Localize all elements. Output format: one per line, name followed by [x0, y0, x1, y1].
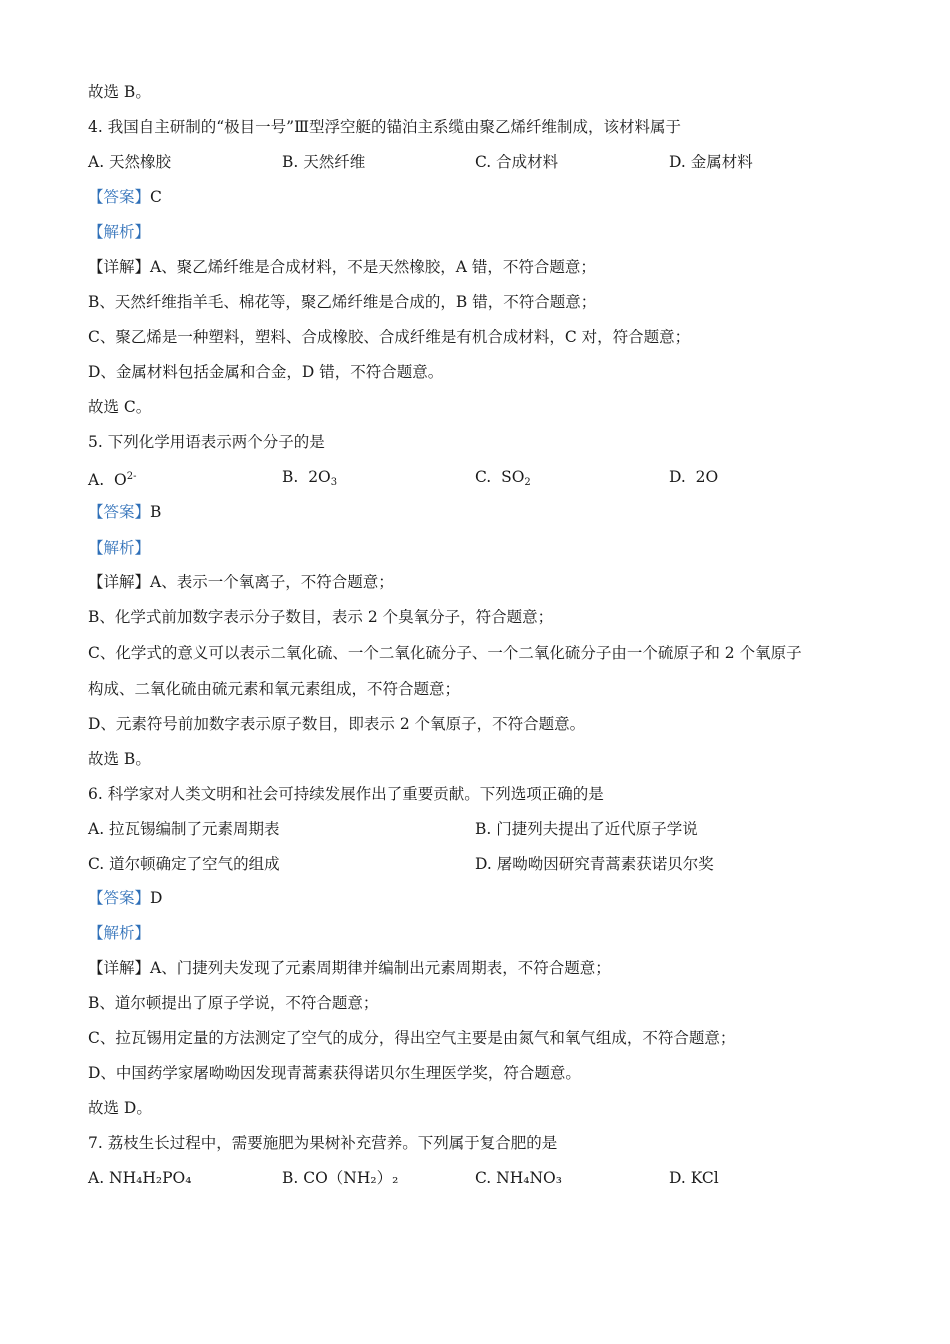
q5-stem: 5. 下列化学用语表示两个分子的是 — [88, 433, 325, 451]
q5-option-d — [669, 467, 718, 487]
q4-analysis-tag: 【解析】 — [88, 223, 151, 241]
q5-answer — [88, 502, 161, 522]
option-label: A. — [88, 471, 105, 489]
q6-stem: 6. 科学家对人类文明和社会可持续发展作出了重要贡献。下列选项正确的是 — [88, 785, 604, 803]
q6-analysis-tag: 【解析】 — [88, 924, 151, 942]
q6-detail-3: C、拉瓦锡用定量的方法测定了空气的成分，得出空气主要是由氮气和氧气组成，不符合题意； — [88, 1029, 736, 1047]
q5-detail-3: C、化学式的意义可以表示二氧化硫、一个二氧化硫分子、一个二氧化硫分子由一个硫原子和 2 个氧原子 — [88, 644, 802, 662]
q5-detail-1 — [88, 572, 394, 592]
formula: O — [113, 471, 127, 489]
q6-conclusion: 故选 D。 — [88, 1099, 152, 1117]
q4-detail-2: B、天然纤维指羊毛、棉花等，聚乙烯纤维是合成的，B 错，不符合题意； — [88, 293, 597, 311]
q5-option-b — [282, 467, 337, 493]
q6-answer — [88, 888, 162, 908]
q4-option-d: D. 金属材料 — [669, 153, 753, 171]
subscript: 2 — [524, 477, 531, 488]
answer-tag: 【答案】 — [88, 503, 151, 521]
q3-conclusion: 故选 B。 — [88, 83, 151, 101]
q6-option-a: A. 拉瓦锡编制了元素周期表 — [88, 820, 280, 838]
q6-detail-2: B、道尔顿提出了原子学说，不符合题意； — [88, 994, 379, 1012]
answer-tag: 【答案】 — [88, 188, 151, 206]
formula: SO — [501, 468, 525, 486]
q5-option-c — [475, 467, 531, 493]
q5-detail-2: B、化学式前加数字表示分子数目，表示 2 个臭氧分子，符合题意； — [88, 608, 554, 626]
q4-detail-3: C、聚乙烯是一种塑料，塑料、合成橡胶、合成纤维是有机合成材料，C 对，符合题意； — [88, 328, 691, 346]
detail-tag: 【详解】 — [88, 258, 151, 276]
option-label: C. — [475, 468, 492, 486]
q6-detail-4: D、中国药学家屠呦呦因发现青蒿素获得诺贝尔生理医学奖，符合题意。 — [88, 1064, 581, 1082]
q6-detail-1 — [88, 958, 611, 978]
q5-option-a — [88, 467, 136, 490]
answer-value: C — [150, 188, 162, 206]
answer-value: B — [150, 503, 162, 521]
q4-conclusion: 故选 C。 — [88, 398, 152, 416]
q6-option-c: C. 道尔顿确定了空气的组成 — [88, 855, 280, 873]
answer-tag: 【答案】 — [88, 889, 151, 907]
subscript: 3 — [330, 477, 338, 488]
q7-option-c: C. NH₄NO₃ — [475, 1169, 562, 1187]
detail-text: A、表示一个氧离子，不符合题意； — [150, 573, 394, 591]
q5-conclusion: 故选 B。 — [88, 750, 151, 768]
formula: 2O — [695, 468, 719, 486]
q4-stem: 4. 我国自主研制的“极目一号”Ⅲ型浮空艇的锚泊主系缆由聚乙烯纤维制成，该材料属于 — [88, 118, 682, 136]
q4-option-c: C. 合成材料 — [475, 153, 559, 171]
q7-option-d: D. KCl — [669, 1169, 719, 1187]
option-label: D. — [669, 468, 686, 486]
detail-tag: 【详解】 — [88, 959, 151, 977]
q4-option-a: A. 天然橡胶 — [88, 153, 172, 171]
q4-detail-4: D、金属材料包括金属和合金，D 错，不符合题意。 — [88, 363, 444, 381]
formula: 2O — [308, 468, 331, 486]
option-label: B. — [282, 468, 299, 486]
detail-tag: 【详解】 — [88, 573, 151, 591]
q4-answer — [88, 187, 162, 207]
superscript: 2- — [126, 471, 137, 482]
detail-text: A、门捷列夫发现了元素周期律并编制出元素周期表，不符合题意； — [150, 959, 611, 977]
detail-text: A、聚乙烯纤维是合成材料，不是天然橡胶，A 错，不符合题意； — [150, 258, 596, 276]
q5-detail-4: 构成、二氧化硫由硫元素和氧元素组成，不符合题意； — [88, 680, 461, 698]
q5-analysis-tag: 【解析】 — [88, 539, 151, 557]
q7-option-a: A. NH₄H₂PO₄ — [88, 1169, 192, 1187]
q4-option-b: B. 天然纤维 — [282, 153, 366, 171]
answer-value: D — [150, 889, 163, 907]
q5-detail-5: D、元素符号前加数字表示原子数目，即表示 2 个氧原子，不符合题意。 — [88, 715, 586, 733]
q4-detail-1 — [88, 257, 596, 277]
q6-option-d: D. 屠呦呦因研究青蒿素获诺贝尔奖 — [475, 855, 714, 873]
q6-option-b: B. 门捷列夫提出了近代原子学说 — [475, 820, 698, 838]
q7-stem: 7. 荔枝生长过程中，需要施肥为果树补充营养。下列属于复合肥的是 — [88, 1134, 558, 1152]
q7-option-b: B. CO（NH₂）₂ — [282, 1169, 399, 1187]
